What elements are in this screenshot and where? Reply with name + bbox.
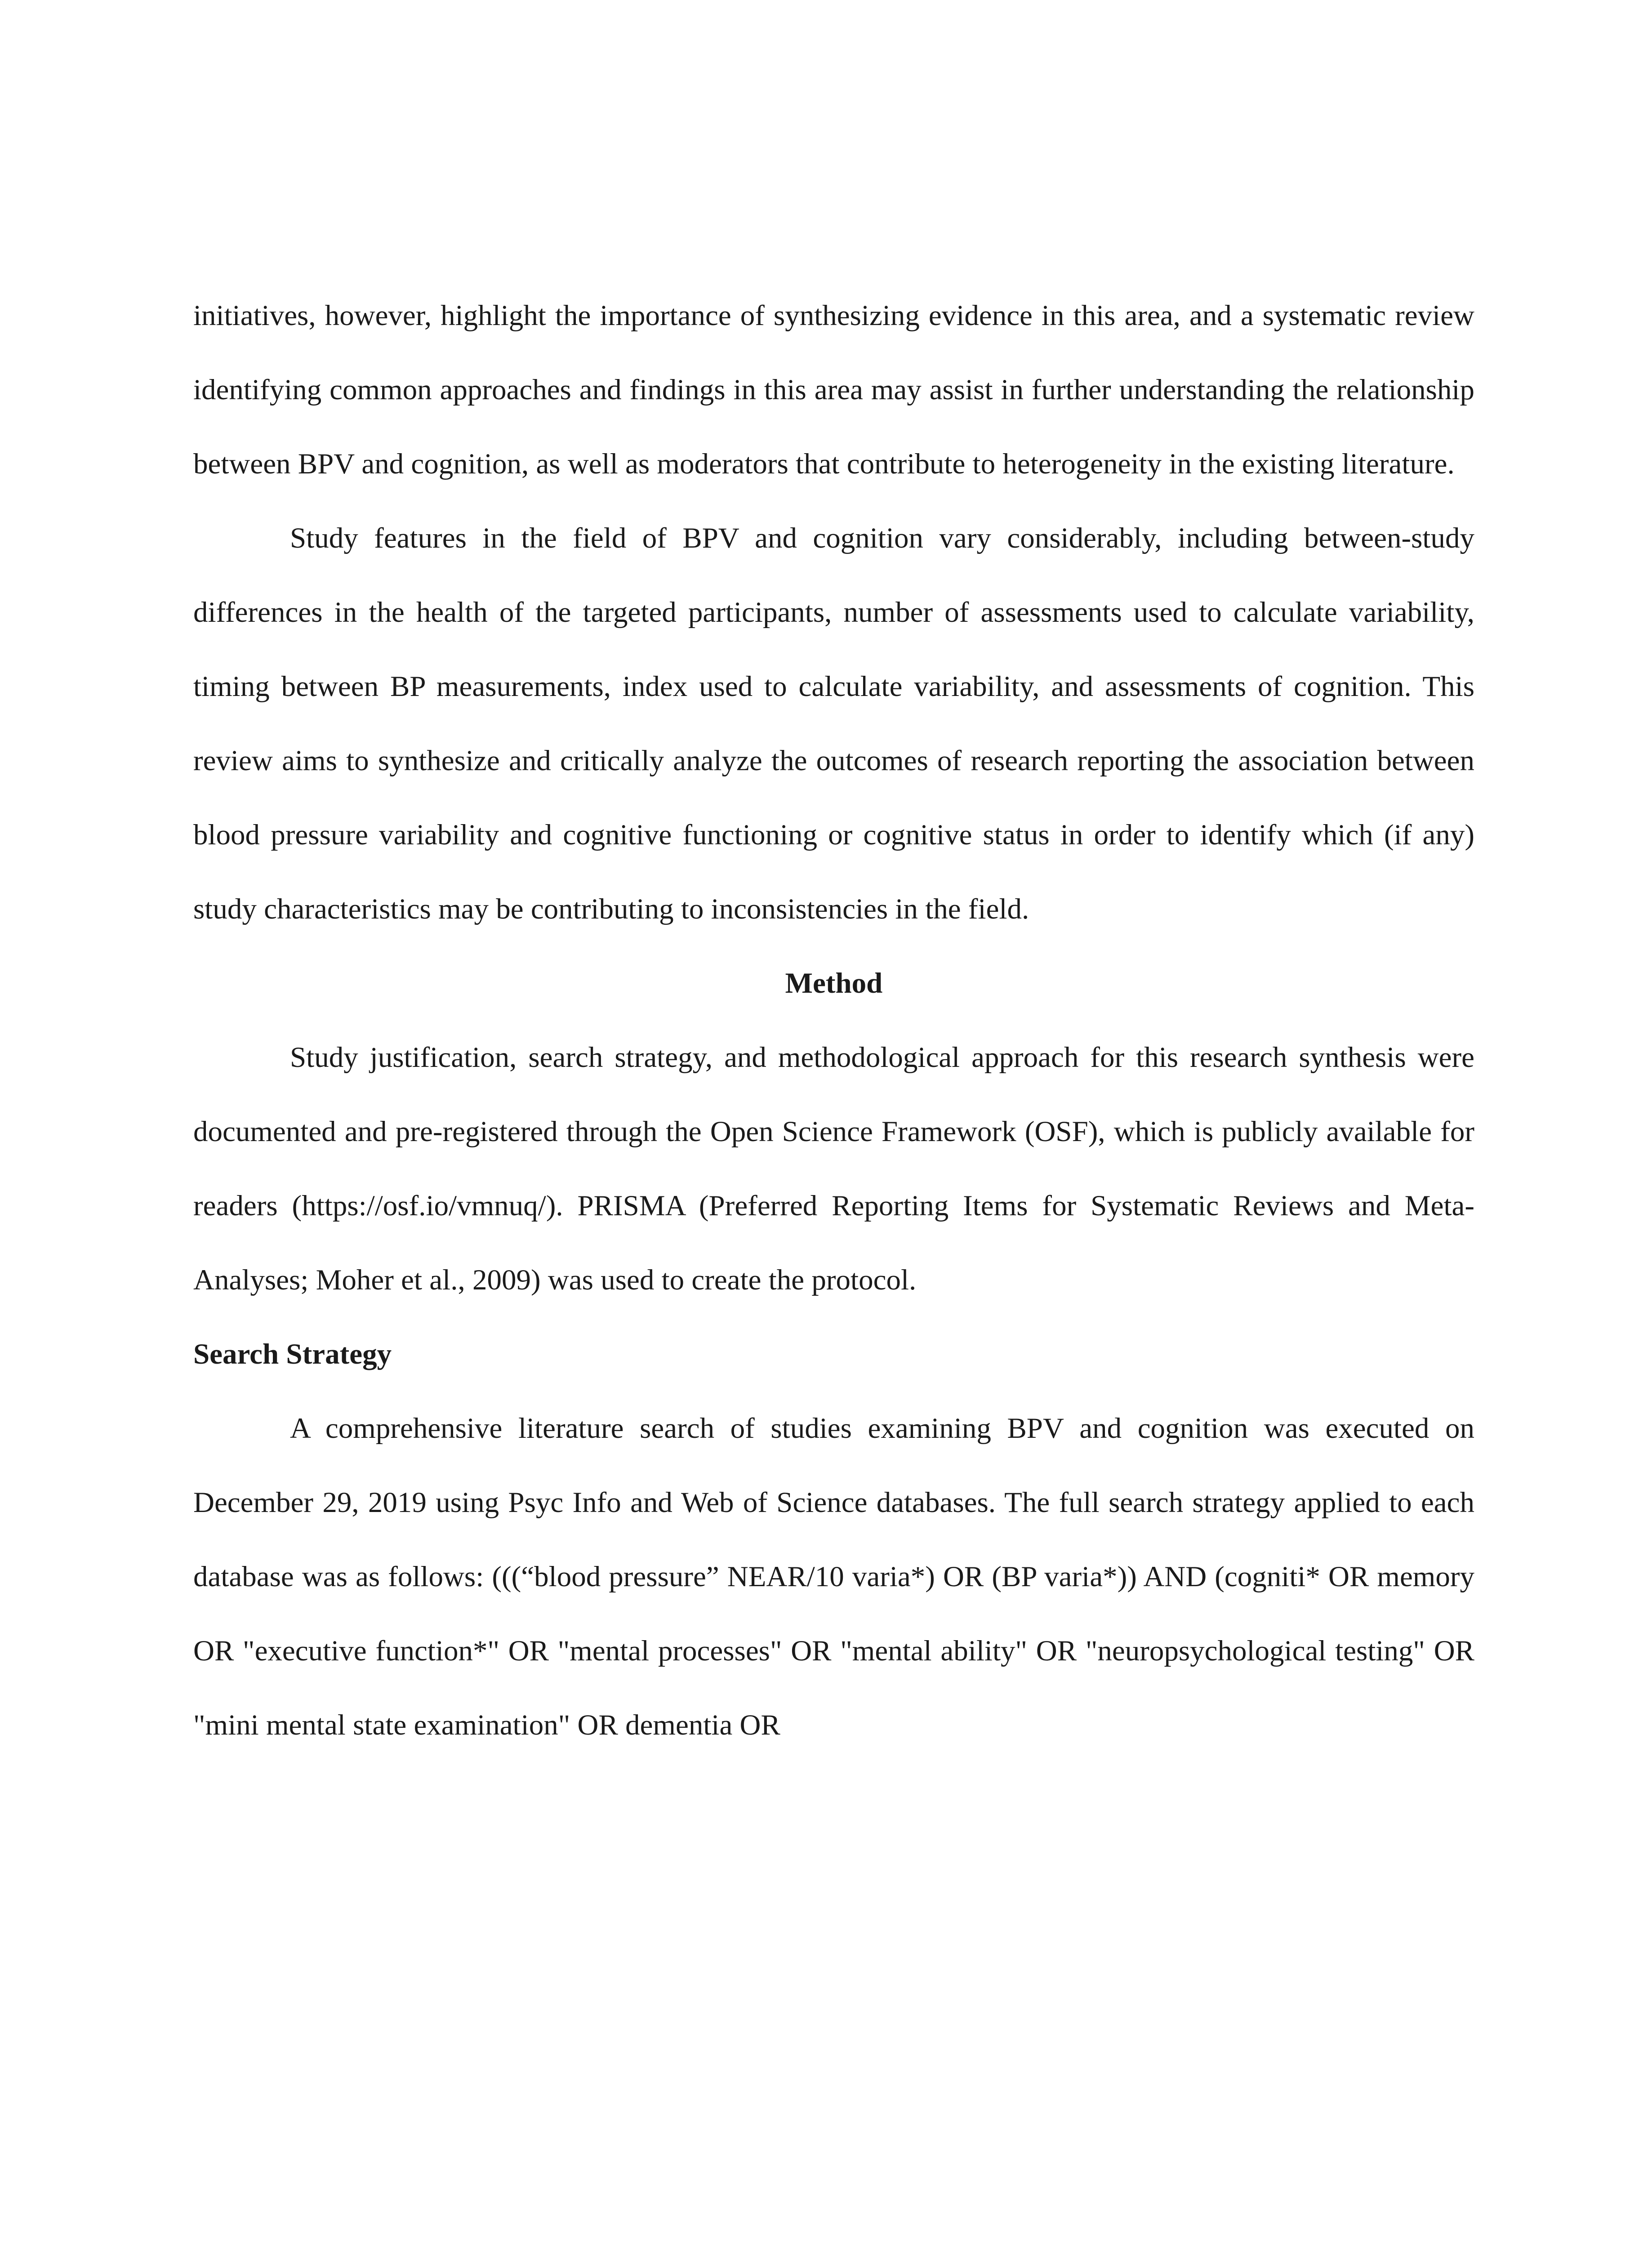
paragraph-literature-search: A comprehensive literature search of studies examining BPV and cognition was executed on December 29, 2019 using Psyc Info and Web of Science databases. The full search strategy applied to each database was as follows: (((“blood pressure” NEAR/10 varia*) OR (BP varia*)) AND (cogniti* OR memory OR "executive function*" OR "mental processes" OR "mental ability" OR "neuropsychological testing" OR "mini mental state examination" OR dementia OR: [193, 1412, 1474, 1741]
paragraph-initiatives: initiatives, however, highlight the importance of synthesizing evidence in this area, and a systematic review identifying common approaches and findings in this area may assist in further understanding the relationship between BPV and cognition, as well as moderators that contribute to heterogeneity in the existing literature.: [193, 299, 1474, 480]
section-heading-method: Method: [785, 967, 883, 999]
body-text: [193, 279, 1474, 1762]
subsection-heading-search-strategy: Search Strategy: [193, 1338, 392, 1370]
paragraph-study-justification: Study justification, search strategy, and methodological approach for this research synthesis were documented and pre-registered through the Open Science Framework (OSF), which is publicly available for readers (https://osf.io/vmnuq/). PRISMA (Preferred Reporting Items for Systematic Reviews and Meta-Analyses; Moher et al., 2009) was used to create the protocol.: [193, 1041, 1474, 1296]
paragraph-study-features: Study features in the field of BPV and cognition vary considerably, including between-study differences in the health of the targeted participants, number of assessments used to calculate variability, timing between BP measurements, index used to calculate variability, and assessments of cognition. This review aims to synthesize and critically analyze the outcomes of research reporting the association between blood pressure variability and cognitive functioning or cognitive status in order to identify which (if any) study characteristics may be contributing to inconsistencies in the field.: [193, 522, 1474, 925]
